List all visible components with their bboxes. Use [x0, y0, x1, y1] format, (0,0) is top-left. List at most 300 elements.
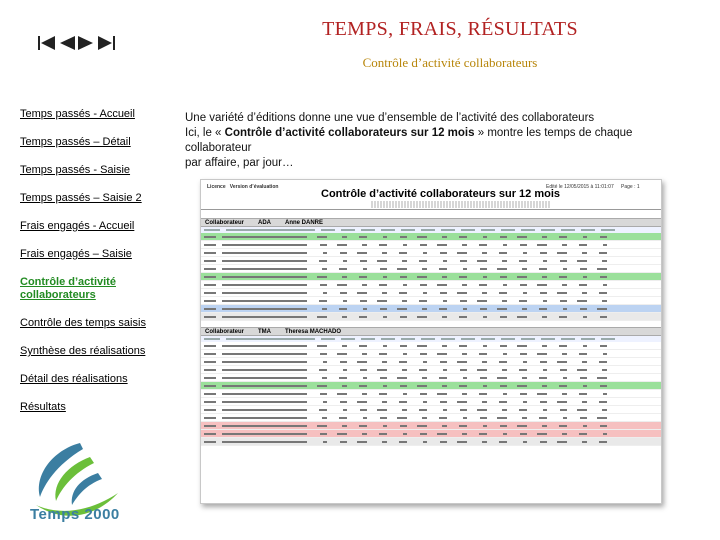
sidebar-item-synthese[interactable]: Synthèse des réalisations [20, 345, 146, 357]
previous-slide-icon[interactable] [59, 36, 75, 50]
table-row [201, 438, 661, 446]
table-cell [357, 252, 367, 254]
table-cell [483, 236, 487, 238]
table-cell [340, 252, 347, 254]
sidebar-item-frais-saisie[interactable]: Frais engagés – Saisie [20, 248, 132, 260]
table-cell [419, 260, 428, 262]
table-cell [537, 433, 547, 435]
table-cell [379, 353, 388, 355]
table-cell [540, 361, 547, 363]
table-cell [323, 292, 327, 294]
table-cell [557, 441, 567, 443]
table-cell [222, 417, 307, 419]
intro-report-name: Contrôle d’activité collaborateurs sur 12 mois [224, 127, 475, 139]
column-header-cell [581, 338, 595, 340]
table-cell [420, 393, 427, 395]
sidebar-item-frais-accueil[interactable]: Frais engagés - Accueil [20, 220, 135, 232]
table-cell [423, 292, 427, 294]
table-row [201, 289, 661, 297]
table-cell [499, 292, 508, 294]
table-cell [377, 260, 387, 262]
table-cell [363, 417, 367, 419]
table-cell [557, 252, 567, 254]
table-cell [320, 353, 327, 355]
table-cell [503, 353, 507, 355]
table-cell [522, 377, 528, 379]
column-header-cell [401, 338, 415, 340]
table-cell [363, 268, 367, 270]
table-cell [442, 316, 448, 318]
intro-text [185, 111, 700, 171]
intro-line-3: par affaire, par jour… [185, 157, 294, 169]
table-cell [379, 393, 388, 395]
table-cell [359, 276, 368, 278]
table-cell [557, 401, 567, 403]
sidebar-item-controle-temps[interactable]: Contrôle des temps saisis [20, 317, 146, 329]
table-cell [343, 300, 347, 302]
table-cell [459, 236, 468, 238]
table-cell [543, 369, 547, 371]
table-cell [517, 276, 527, 278]
table-cell [204, 236, 216, 238]
table-row [201, 313, 661, 321]
table-cell [483, 316, 487, 318]
table-cell [383, 236, 387, 238]
table-cell [402, 300, 408, 302]
table-cell [340, 401, 347, 403]
table-cell [222, 292, 307, 294]
table-cell [483, 276, 487, 278]
table-cell [443, 300, 447, 302]
table-cell [599, 441, 608, 443]
table-cell [379, 433, 388, 435]
table-cell [397, 377, 407, 379]
table-cell [400, 236, 407, 238]
column-header-cell [481, 338, 495, 340]
column-header-cell [521, 229, 535, 231]
table-cell [457, 401, 467, 403]
table-cell [462, 353, 468, 355]
table-cell [422, 268, 428, 270]
table-cell [320, 284, 327, 286]
table-cell [322, 377, 328, 379]
table-row [201, 273, 661, 281]
table-cell [503, 433, 507, 435]
table-cell [222, 441, 307, 443]
table-cell [437, 284, 447, 286]
table-cell [377, 409, 387, 411]
table-cell [342, 276, 348, 278]
table-cell [517, 316, 527, 318]
column-header-cell [381, 229, 395, 231]
table-cell [563, 377, 567, 379]
table-cell [342, 385, 348, 387]
table-cell [204, 417, 216, 419]
table-cell [323, 401, 327, 403]
table-cell [582, 292, 588, 294]
table-cell [583, 236, 587, 238]
table-cell [577, 260, 587, 262]
report-rows [201, 233, 661, 321]
table-cell [603, 244, 607, 246]
table-cell [479, 284, 488, 286]
table-cell [560, 260, 567, 262]
table-cell [317, 345, 327, 347]
table-cell [500, 385, 507, 387]
sidebar-item-temps-accueil[interactable]: Temps passés - Accueil [20, 108, 135, 120]
table-cell [599, 401, 608, 403]
table-cell [204, 284, 216, 286]
table-cell [204, 268, 216, 270]
column-header-cell [204, 229, 220, 231]
table-cell [437, 393, 447, 395]
table-cell [482, 401, 488, 403]
table-cell [439, 377, 448, 379]
table-cell [222, 252, 307, 254]
table-cell [480, 268, 487, 270]
table-cell [537, 284, 547, 286]
table-cell [580, 308, 587, 310]
table-cell [340, 292, 347, 294]
table-cell [340, 441, 347, 443]
sidebar-item-temps-saisie[interactable]: Temps passés - Saisie [20, 164, 131, 176]
column-header-cell [521, 338, 535, 340]
table-cell [204, 316, 216, 318]
report-licence: Licence Version d’évaluation [207, 184, 279, 190]
table-row [201, 414, 661, 422]
table-cell [502, 300, 508, 302]
table-cell [443, 260, 447, 262]
table-cell [439, 308, 448, 310]
logo-text: Temps 2000 [30, 506, 120, 523]
table-cell [422, 377, 428, 379]
report-rows [201, 342, 661, 446]
table-row [201, 257, 661, 265]
table-cell [383, 425, 387, 427]
table-cell [357, 441, 367, 443]
table-cell [603, 284, 607, 286]
table-cell [399, 401, 408, 403]
table-cell [342, 425, 348, 427]
table-cell [522, 268, 528, 270]
table-cell [459, 276, 468, 278]
table-cell [382, 361, 388, 363]
table-cell [582, 401, 588, 403]
table-cell [322, 268, 328, 270]
intro-line-1: Une variété d’éditions donne une vue d’ensemble de l’activité des collaborateurs [185, 112, 595, 124]
report-title: Contrôle d’activité collaborateurs sur 12 mois [321, 188, 561, 200]
table-cell [600, 345, 607, 347]
table-cell [399, 292, 408, 294]
table-cell [204, 377, 216, 379]
table-cell [460, 300, 467, 302]
column-header-cell [341, 338, 355, 340]
table-cell [399, 361, 408, 363]
table-cell [477, 300, 487, 302]
table-cell [459, 385, 468, 387]
table-row [201, 358, 661, 366]
table-cell [363, 377, 367, 379]
table-cell [359, 425, 368, 427]
table-cell [497, 377, 507, 379]
table-cell [520, 393, 527, 395]
table-cell [457, 252, 467, 254]
table-cell [222, 345, 307, 347]
table-cell [477, 369, 487, 371]
table-cell [600, 276, 607, 278]
table-row [201, 374, 661, 382]
table-cell [443, 409, 447, 411]
table-cell [382, 441, 388, 443]
table-cell [337, 433, 347, 435]
table-cell [402, 369, 408, 371]
table-cell [579, 393, 588, 395]
table-cell [423, 252, 427, 254]
table-cell [342, 345, 348, 347]
last-slide-icon[interactable] [97, 36, 115, 50]
table-cell [442, 425, 448, 427]
table-cell [343, 369, 347, 371]
table-cell [583, 425, 587, 427]
table-cell [383, 316, 387, 318]
table-cell [523, 292, 527, 294]
table-cell [563, 417, 567, 419]
table-cell [462, 284, 468, 286]
table-cell [420, 353, 427, 355]
table-cell [463, 308, 467, 310]
table-cell [520, 353, 527, 355]
table-cell [542, 276, 548, 278]
table-cell [320, 244, 327, 246]
table-cell [323, 361, 327, 363]
table-cell [417, 276, 427, 278]
table-cell [602, 260, 608, 262]
table-cell [204, 425, 216, 427]
column-header-cell [561, 338, 575, 340]
table-cell [442, 385, 448, 387]
table-cell [319, 369, 328, 371]
sidebar-item-resultats[interactable]: Résultats [20, 401, 66, 413]
table-cell [382, 292, 388, 294]
table-cell [562, 433, 568, 435]
table-cell [477, 409, 487, 411]
table-cell [423, 401, 427, 403]
table-cell [222, 308, 307, 310]
table-cell [339, 308, 348, 310]
table-cell [559, 236, 568, 238]
table-cell [317, 276, 327, 278]
table-cell [222, 284, 307, 286]
table-cell [519, 260, 528, 262]
sidebar-item-controle-activite[interactable]: Contrôle d’activité collaborateurs [20, 276, 116, 301]
table-cell [542, 345, 548, 347]
table-cell [322, 308, 328, 310]
table-row [201, 422, 661, 430]
table-cell [520, 244, 527, 246]
table-cell [542, 385, 548, 387]
table-cell [602, 369, 608, 371]
table-cell [603, 353, 607, 355]
table-cell [337, 244, 347, 246]
table-cell [543, 409, 547, 411]
column-header-cell [421, 338, 435, 340]
table-cell [559, 425, 568, 427]
table-cell [559, 345, 568, 347]
table-row [201, 350, 661, 358]
table-cell [542, 236, 548, 238]
table-cell [400, 345, 407, 347]
table-cell [222, 244, 307, 246]
table-row [201, 382, 661, 390]
table-cell [362, 284, 368, 286]
table-cell [322, 417, 328, 419]
report-screenshot [200, 179, 662, 504]
table-cell [204, 441, 216, 443]
table-cell [222, 361, 307, 363]
table-cell [382, 252, 388, 254]
table-cell [599, 292, 608, 294]
table-cell [357, 401, 367, 403]
sidebar-item-detail-realisations[interactable]: Détail des réalisations [20, 373, 128, 385]
table-cell [519, 369, 528, 371]
table-cell [222, 433, 307, 435]
table-cell [579, 433, 588, 435]
table-cell [457, 361, 467, 363]
table-cell [579, 353, 588, 355]
table-cell [443, 369, 447, 371]
table-cell [403, 393, 407, 395]
intro-line-2: Ici, le « Contrôle d’activité collaborateurs sur 12 mois » montre les temps de chaque collaborateur [185, 127, 633, 154]
table-cell [460, 369, 467, 371]
table-cell [460, 409, 467, 411]
table-cell [599, 252, 608, 254]
table-cell [462, 393, 468, 395]
table-cell [502, 369, 508, 371]
table-cell [523, 252, 527, 254]
table-cell [419, 300, 428, 302]
table-cell [400, 316, 407, 318]
table-cell [517, 345, 527, 347]
table-cell [440, 401, 447, 403]
page-subtitle: Contrôle d’activité collaborateurs [362, 55, 538, 70]
table-cell [222, 300, 307, 302]
table-cell [482, 441, 488, 443]
table-cell [577, 369, 587, 371]
sidebar-item-temps-detail[interactable]: Temps passés – Détail [20, 136, 131, 148]
table-cell [460, 260, 467, 262]
table-cell [537, 393, 547, 395]
table-cell [542, 425, 548, 427]
table-cell [419, 369, 428, 371]
table-row [201, 406, 661, 414]
table-cell [559, 276, 568, 278]
table-cell [362, 244, 368, 246]
table-cell [337, 393, 347, 395]
table-cell [359, 316, 368, 318]
table-cell [319, 409, 328, 411]
table-cell [380, 377, 387, 379]
first-slide-icon[interactable] [38, 36, 56, 50]
table-cell [542, 316, 548, 318]
table-cell [360, 300, 367, 302]
table-cell [482, 292, 488, 294]
table-cell [580, 268, 587, 270]
column-header-cell [601, 229, 615, 231]
column-header-cell [401, 229, 415, 231]
table-cell [477, 260, 487, 262]
column-header-cell [501, 338, 515, 340]
table-cell [222, 268, 307, 270]
column-header-cell [541, 338, 555, 340]
table-cell [403, 244, 407, 246]
table-cell [522, 308, 528, 310]
table-cell [403, 353, 407, 355]
column-header-cell [481, 229, 495, 231]
table-cell [500, 345, 507, 347]
table-cell [337, 353, 347, 355]
table-cell [362, 393, 368, 395]
table-cell [204, 353, 216, 355]
table-cell [577, 409, 587, 411]
next-slide-icon[interactable] [78, 36, 94, 50]
table-cell [417, 425, 427, 427]
table-cell [483, 345, 487, 347]
table-cell [442, 236, 448, 238]
table-cell [399, 441, 408, 443]
table-cell [502, 260, 508, 262]
table-cell [503, 393, 507, 395]
table-cell [603, 393, 607, 395]
table-cell [519, 300, 528, 302]
sidebar-item-temps-saisie-2[interactable]: Temps passés – Saisie 2 [20, 192, 142, 204]
column-header-cell [461, 229, 475, 231]
table-cell [442, 276, 448, 278]
column-header-cell [581, 229, 595, 231]
table-cell [417, 316, 427, 318]
table-cell [399, 252, 408, 254]
table-cell [439, 268, 448, 270]
table-cell [600, 385, 607, 387]
collaborator-header: Collaborateur ADA Anne DANRE [201, 218, 661, 227]
table-cell [517, 425, 527, 427]
column-header-cell [561, 229, 575, 231]
table-cell [222, 353, 307, 355]
table-cell [222, 385, 307, 387]
table-cell [222, 276, 307, 278]
table-cell [479, 353, 488, 355]
column-header-cell [226, 338, 315, 340]
table-cell [559, 385, 568, 387]
table-cell [380, 268, 387, 270]
table-cell [479, 433, 488, 435]
table-cell [497, 268, 507, 270]
table-cell [317, 385, 327, 387]
table-cell [517, 236, 527, 238]
table-cell [503, 244, 507, 246]
table-cell [317, 236, 327, 238]
table-cell [500, 276, 507, 278]
table-cell [523, 441, 527, 443]
table-cell [204, 292, 216, 294]
table-cell [599, 361, 608, 363]
table-cell [420, 284, 427, 286]
table-cell [603, 433, 607, 435]
table-cell [397, 417, 407, 419]
table-cell [204, 252, 216, 254]
column-header-cell [204, 338, 220, 340]
page-title: TEMPS, FRAIS, RÉSULTATS [322, 18, 578, 40]
table-cell [562, 284, 568, 286]
